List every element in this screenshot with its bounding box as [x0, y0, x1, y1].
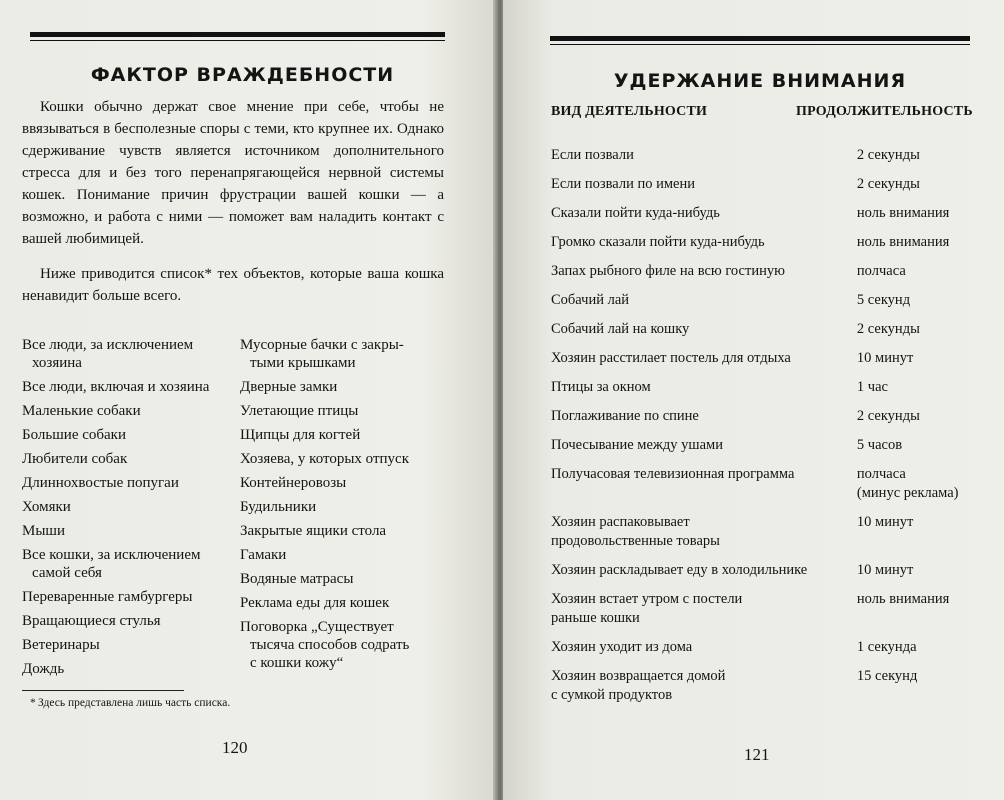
duration-line: 15 секунд [856, 668, 918, 684]
activity-cell [551, 291, 857, 320]
column-header-activity: ВИД ДЕЯТЕЛЬНОСТИ [551, 104, 708, 119]
list-item-line: с кошки кожу“ [250, 655, 344, 671]
list-item-line: Реклама еды для кошек [240, 595, 390, 611]
duration-cell [857, 436, 971, 465]
table-row [551, 465, 971, 513]
duration-cell [857, 320, 971, 349]
duration-cell [857, 291, 971, 320]
list-item [22, 474, 237, 492]
page-number: 121 [744, 745, 770, 764]
list-item [240, 546, 455, 564]
activity-line: Если позвали [551, 147, 634, 163]
list-item-line: Дверные замки [240, 379, 338, 395]
list-item [22, 612, 237, 630]
table-row [551, 513, 971, 561]
duration-line: 2 секунды [856, 147, 920, 163]
list-item-line: Все люди, включая и хозяина [22, 379, 210, 395]
duration-line: ноль внимания [856, 591, 950, 607]
activity-cell [551, 175, 857, 204]
duration-line: 5 часов [856, 437, 903, 453]
list-item [240, 618, 455, 672]
top-rule-thin [30, 40, 445, 41]
duration-cell [857, 262, 971, 291]
duration-cell [857, 378, 971, 407]
list-item-line: Переваренные гамбургеры [22, 589, 193, 605]
duration-line: 10 минут [856, 350, 914, 366]
table-row [551, 320, 971, 349]
duration-cell [857, 561, 971, 590]
activity-cell [551, 233, 857, 262]
activity-line: Хозяин распаковывает [551, 514, 690, 530]
list-item [22, 426, 237, 444]
table-row [551, 561, 971, 590]
list-item [22, 402, 237, 420]
activity-cell [551, 378, 857, 407]
list-item-line: Длиннохвостые попугаи [22, 475, 179, 491]
activity-cell [551, 204, 857, 233]
activity-line: продовольственные товары [551, 533, 720, 549]
table-row [551, 233, 971, 262]
list-item-line: Контейнеровозы [240, 475, 347, 491]
table-row [551, 407, 971, 436]
table-row [551, 590, 971, 638]
page-title: ФАКТОР ВРАЖДЕБНОСТИ [90, 64, 395, 86]
activity-line: Хозяин возвращается домой [551, 668, 726, 684]
duration-line: 1 час [856, 379, 888, 395]
duration-line: 10 минут [856, 562, 914, 578]
duration-line: 1 секунда [856, 639, 917, 655]
activity-line: Хозяин уходит из дома [551, 639, 693, 655]
duration-cell [857, 407, 971, 436]
activity-line: Собачий лай [551, 292, 630, 308]
duration-line: полчаса [856, 466, 906, 482]
list-item [240, 402, 455, 420]
activity-line: с сумкой продуктов [551, 687, 673, 703]
list-item [240, 594, 455, 612]
list-item-line: Ветеринары [22, 637, 100, 653]
list-item [22, 378, 237, 396]
activity-cell [551, 320, 857, 349]
list-item [240, 378, 455, 396]
list-item [22, 522, 237, 540]
list-item-line: тыми крышками [250, 355, 356, 371]
list-item-line: Будильники [240, 499, 317, 515]
table-row [551, 291, 971, 320]
activity-cell [551, 561, 857, 590]
table-row [551, 175, 971, 204]
duration-cell [857, 638, 971, 667]
list-item-line: Дождь [22, 661, 65, 677]
duration-cell [857, 204, 971, 233]
duration-line: 5 секунд [856, 292, 911, 308]
footnote [30, 697, 231, 709]
list-item-line: Улетающие птицы [240, 403, 359, 419]
list-item-line: Гамаки [240, 547, 287, 563]
hated-objects-list-2 [240, 336, 455, 678]
activity-line: Хозяин встает утром с постели [551, 591, 743, 607]
duration-line: ноль внимания [856, 205, 950, 221]
activity-cell [551, 513, 857, 561]
list-item-line: Большие собаки [22, 427, 126, 443]
duration-line: 10 минут [856, 514, 914, 530]
list-item-line: Все люди, за исключением [22, 337, 194, 353]
list-item-line: Закрытые ящики стола [240, 523, 387, 539]
activity-line: Получасовая телевизионная программа [551, 466, 795, 482]
list-item [22, 636, 237, 654]
footnote-rule [22, 690, 184, 691]
table-row [551, 262, 971, 291]
duration-cell [857, 465, 971, 513]
top-rule [550, 36, 970, 41]
list-item-line: Мусорные бачки с закры- [240, 337, 404, 353]
list-item [240, 450, 455, 468]
list-item [22, 660, 237, 678]
activity-line: раньше кошки [551, 610, 640, 626]
list-item-line: самой себя [32, 565, 102, 581]
activity-line: Почесывание между ушами [551, 437, 723, 453]
activity-cell [551, 590, 857, 638]
top-rule [30, 32, 445, 37]
activity-cell [551, 436, 857, 465]
list-item-line: тысяча способов содрать [250, 637, 410, 653]
activity-line: Хозяин расстилает постель для отдыха [551, 350, 791, 366]
duration-line: 2 секунды [856, 321, 920, 337]
activity-cell [551, 349, 857, 378]
activity-cell [551, 638, 857, 667]
list-item [240, 522, 455, 540]
page-title: УДЕРЖАНИЕ ВНИМАНИЯ [613, 70, 907, 92]
activity-line: Птицы за окном [551, 379, 651, 395]
table-row [551, 204, 971, 233]
duration-line: 2 секунды [856, 408, 920, 424]
duration-line: полчаса [856, 263, 906, 279]
table-row [551, 349, 971, 378]
list-item-line: Водяные матрасы [240, 571, 354, 587]
list-item [22, 450, 237, 468]
list-item-line: Хозяева, у которых отпуск [240, 451, 410, 467]
left-page [0, 0, 497, 800]
activity-line: Сказали пойти куда-нибудь [551, 205, 720, 221]
page-number: 120 [222, 738, 248, 757]
duration-line: (минус реклама) [856, 485, 959, 501]
list-item [240, 426, 455, 444]
hated-objects-list-1 [22, 336, 237, 684]
activity-line: Если позвали по имени [551, 176, 696, 192]
list-item-line: Все кошки, за исключением [22, 547, 201, 563]
list-item-line: Щипцы для когтей [240, 427, 361, 443]
table-row [551, 667, 971, 715]
list-item [22, 546, 237, 582]
duration-cell [857, 233, 971, 262]
intro-paragraph: Кошки обычно держат свое мнение при себе, чтобы не ввязываться в бесполезные споры с теми, кто крупнее их. Однако сдерживание чувств является источником дополнительного стресса для и без того перенапрягающейся нервной системы кошек. Понимание причин фрустрации вашей кошки — а возможно, и работа с ними — поможет вам наладить контакт с вашей любимицей. [22, 99, 444, 247]
duration-cell [857, 513, 971, 561]
list-item [240, 474, 455, 492]
list-item [22, 498, 237, 516]
footnote-text: Здесь представлена лишь часть списка. [38, 697, 231, 709]
footnote-mark: * [30, 697, 36, 709]
activity-line: Хозяин раскладывает еду в холодильнике [551, 562, 808, 578]
list-item [240, 336, 455, 372]
activity-line: Громко сказали пойти куда-нибудь [551, 234, 765, 250]
table-row [551, 378, 971, 407]
list-item-line: Хомяки [22, 499, 71, 515]
activity-cell [551, 667, 857, 715]
activity-line: Собачий лай на кошку [551, 321, 690, 337]
activity-cell [551, 262, 857, 291]
table-row [551, 436, 971, 465]
table-row [551, 146, 971, 175]
list-item [22, 588, 237, 606]
activity-line: Запах рыбного филе на всю гостиную [551, 263, 785, 279]
attention-table [551, 146, 971, 715]
list-item [240, 498, 455, 516]
duration-cell [857, 175, 971, 204]
table-row [551, 638, 971, 667]
duration-cell [857, 590, 971, 638]
duration-line: ноль внимания [856, 234, 950, 250]
duration-line: 2 секунды [856, 176, 920, 192]
activity-line: Поглаживание по спине [551, 408, 699, 424]
duration-cell [857, 667, 971, 715]
duration-cell [857, 146, 971, 175]
list-item-line: Любители собак [22, 451, 128, 467]
list-item [240, 570, 455, 588]
duration-cell [857, 349, 971, 378]
list-intro-paragraph: Ниже приводится список* тех объектов, которые ваша кошка ненавидит больше всего. [22, 266, 444, 304]
list-item [22, 336, 237, 372]
activity-cell [551, 465, 857, 513]
list-item-line: хозяина [32, 355, 82, 371]
activity-cell [551, 146, 857, 175]
column-header-duration: ПРОДОЛЖИТЕЛЬНОСТЬ [796, 104, 973, 119]
list-item-line: Поговорка „Существует [240, 619, 394, 635]
top-rule-thin [550, 44, 970, 45]
activity-cell [551, 407, 857, 436]
list-item-line: Мыши [22, 523, 65, 539]
list-item-line: Вращающиеся стулья [22, 613, 161, 629]
list-item-line: Маленькие собаки [22, 403, 141, 419]
